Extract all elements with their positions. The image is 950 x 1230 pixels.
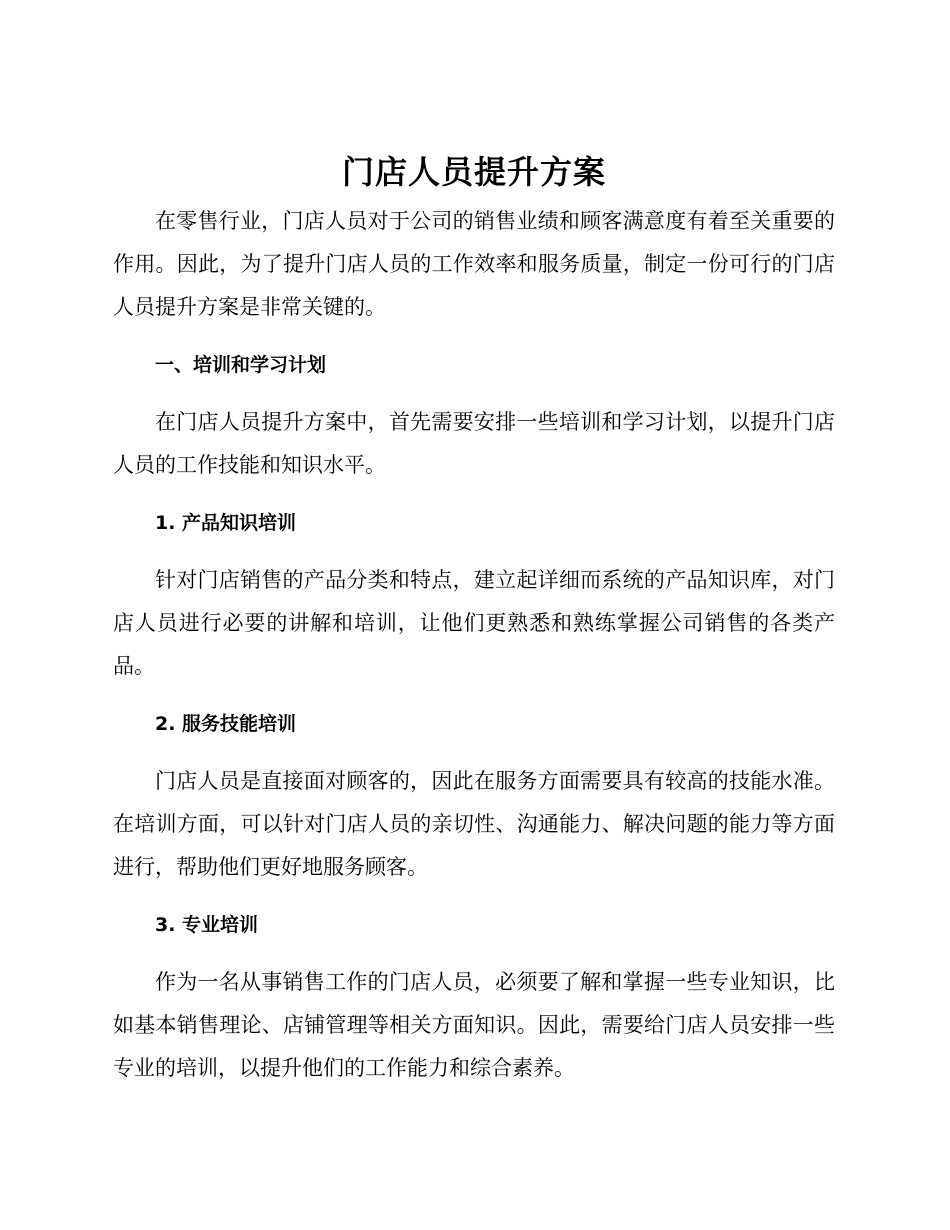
subheading-service-skills: 2. 服务技能培训 <box>155 713 297 735</box>
subheading-professional-training: 3. 专业培训 <box>155 914 259 936</box>
intro-paragraph: 在零售行业，门店人员对于公司的销售业绩和顾客满意度有着至关重要的作用。因此，为了提升门店人员的工作效率和服务质量，制定一份可行的门店人员提升方案是非常关键的。 <box>113 209 835 319</box>
document-page <box>113 150 835 1090</box>
paragraph-service-skills: 门店人员是直接面对顾客的，因此在服务方面需要具有较高的技能水准。在培训方面，可以针对门店人员的亲切性、沟通能力、解决问题的能力等方面进行，帮助他们更好地服务顾客。 <box>113 769 835 879</box>
paragraph-product-knowledge: 针对门店销售的产品分类和特点，建立起详细而系统的产品知识库，对门店人员进行必要的讲解和培训，让他们更熟悉和熟练掌握公司销售的各类产品。 <box>113 568 835 678</box>
paragraph-professional-training: 作为一名从事销售工作的门店人员，必须要了解和掌握一些专业知识，比如基本销售理论、店铺管理等相关方面知识。因此，需要给门店人员安排一些专业的培训，以提升他们的工作能力和综合素养。 <box>113 970 835 1080</box>
subheading-product-knowledge: 1. 产品知识培训 <box>155 512 297 534</box>
document-title: 门店人员提升方案 <box>341 153 606 191</box>
section-heading-training-plan: 一、培训和学习计划 <box>155 354 327 376</box>
section-paragraph-training-plan: 在门店人员提升方案中，首先需要安排一些培训和学习计划，以提升门店人员的工作技能和知识水平。 <box>113 410 835 477</box>
